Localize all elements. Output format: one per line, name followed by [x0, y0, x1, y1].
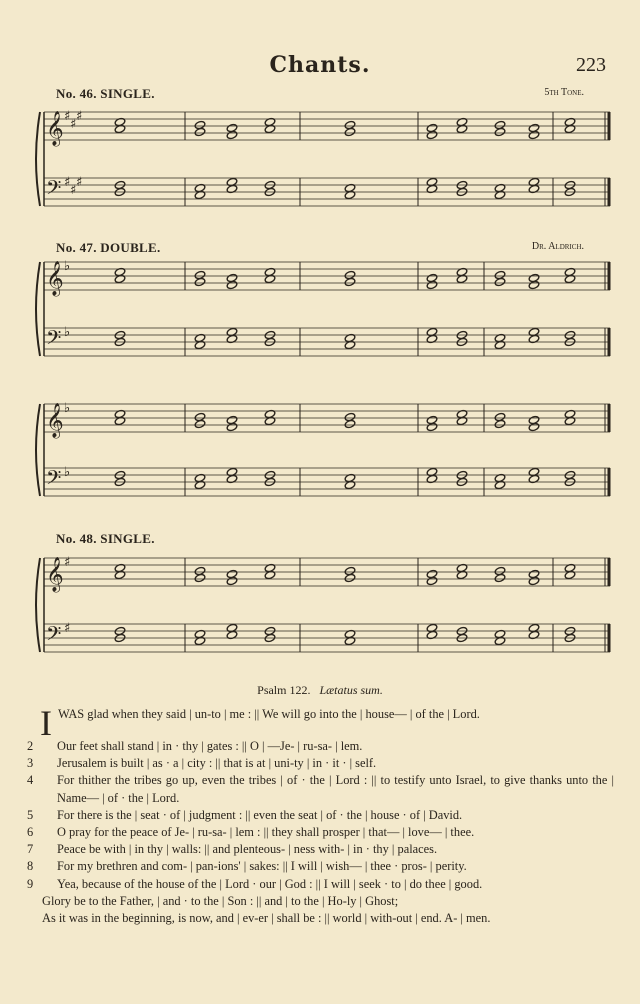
whole-note: [344, 277, 356, 286]
psalm-number: Psalm 122.: [257, 683, 311, 697]
whole-note: [528, 422, 540, 431]
key-signature: ♯: [64, 109, 71, 124]
verse-number: 3: [27, 756, 34, 771]
whole-note: [426, 130, 438, 139]
treble-clef: 𝄞: [46, 111, 64, 146]
verse-number: 4: [27, 773, 34, 788]
whole-note: [194, 277, 206, 286]
whole-note: [528, 280, 540, 289]
verse-5: [27, 807, 614, 824]
verse-text: Our feet shall stand | in · thy | gates : || O | —Je- | ru-sa- | lem.: [57, 739, 363, 753]
bass-clef: 𝄢: [46, 176, 62, 204]
whole-note: [494, 573, 506, 582]
verse-number: 9: [27, 876, 34, 891]
key-signature: ♯: [76, 175, 83, 190]
verse-3: [27, 755, 614, 772]
key-signature: ♭: [64, 401, 71, 416]
key-signature: ♭: [64, 259, 71, 274]
bass-clef: 𝄢: [46, 326, 62, 354]
page-title: Chants.: [269, 52, 371, 78]
verse-text: Jerusalem is built | as · a | city : || that is at | uni-ty | in · it · | self.: [57, 756, 377, 771]
verse-number: 5: [27, 807, 34, 822]
whole-note: [344, 127, 356, 136]
chant-46-label: No. 46. SINGLE.: [56, 86, 155, 101]
page-number: 223: [576, 54, 606, 76]
whole-note: [528, 130, 540, 139]
verse-text: WAS glad when they said | un-to | me : || We will go into the | house— | of the | Lord.: [58, 707, 480, 721]
verse-number: 6: [27, 825, 34, 840]
key-signature: ♯: [64, 555, 71, 570]
key-signature: ♯: [76, 109, 83, 124]
verse-text: O pray for the peace of Je- | ru-sa- | lem : || they shall prosper | that— | love— | thee.: [57, 825, 475, 840]
chant-47-label: No. 47. DOUBLE.: [56, 240, 161, 255]
verse-6: [27, 824, 614, 841]
verse-text: Glory be to the Father, | and · to the | Son : || and | to the | Ho-ly | Ghost;: [42, 893, 399, 908]
whole-note: [226, 576, 238, 585]
chant-47-composer: Dr. Aldrich.: [531, 241, 584, 252]
psalm-heading: [0, 683, 640, 698]
verse-number: 8: [27, 859, 34, 874]
verse-7: [27, 841, 614, 858]
system-brace: [36, 262, 40, 356]
verse-text: Yea, because of the house of the | Lord · our | God : || I will | seek · to | do thee | good.: [57, 876, 483, 891]
verse-9: [27, 876, 614, 893]
key-signature: ♯: [70, 117, 77, 132]
verse-8: [27, 858, 614, 875]
whole-note: [494, 419, 506, 428]
verse-text: For my brethren and com- | pan-ions' | sakes: || I will | wish— | thee · pros- | perity.: [57, 859, 467, 874]
whole-note: [426, 280, 438, 289]
bass-clef: 𝄢: [46, 466, 62, 494]
whole-note: [494, 127, 506, 136]
verse-1: [40, 703, 614, 743]
chant-46-composer: 5th Tone.: [544, 87, 584, 98]
key-signature: ♯: [64, 175, 71, 190]
psalm-verses: [27, 703, 614, 927]
verse-4: [27, 772, 614, 806]
whole-note: [426, 422, 438, 431]
key-signature: ♭: [64, 465, 71, 480]
whole-note: [226, 422, 238, 431]
gloria-line-1: [42, 893, 614, 910]
system-brace: [36, 558, 40, 652]
treble-clef: 𝄞: [46, 261, 64, 296]
whole-note: [226, 280, 238, 289]
verse-2: [27, 738, 614, 755]
bass-clef: 𝄢: [46, 622, 62, 650]
verse-number: 2: [27, 739, 34, 753]
whole-note: [194, 419, 206, 428]
key-signature: ♭: [64, 325, 71, 340]
whole-note: [226, 130, 238, 139]
whole-note: [528, 576, 540, 585]
chant-48-label: No. 48. SINGLE.: [56, 531, 155, 546]
treble-clef: 𝄞: [46, 403, 64, 438]
treble-clef: 𝄞: [46, 557, 64, 592]
key-signature: ♯: [70, 183, 77, 198]
verse-text: As it was in the beginning, is now, and | ev-er | shall be : || world | with-out | end. A- | men.: [42, 911, 491, 926]
whole-note: [494, 277, 506, 286]
verse-text: For there is the | seat · of | judgment : || even the seat | of · the | house · of | David.: [57, 807, 463, 822]
drop-cap: I: [40, 703, 52, 743]
system-brace: [36, 404, 40, 496]
whole-note: [194, 127, 206, 136]
whole-note: [344, 573, 356, 582]
verse-text: For thither the tribes go up, even the tribes | of · the | Lord : || to testify unto Israel, to give thanks unto the | Name— | of · the | Lord.: [57, 773, 614, 805]
whole-note: [194, 573, 206, 582]
system-brace: [36, 112, 40, 206]
key-signature: ♯: [64, 621, 71, 636]
verse-number: 7: [27, 842, 34, 857]
whole-note: [426, 576, 438, 585]
psalm-latin-title: Lætatus sum.: [319, 683, 383, 697]
verse-text: Peace be with | in thy | walls: || and plenteous- | ness with- | in · thy | palaces.: [57, 842, 438, 857]
gloria-line-2: [42, 910, 614, 927]
whole-note: [344, 419, 356, 428]
